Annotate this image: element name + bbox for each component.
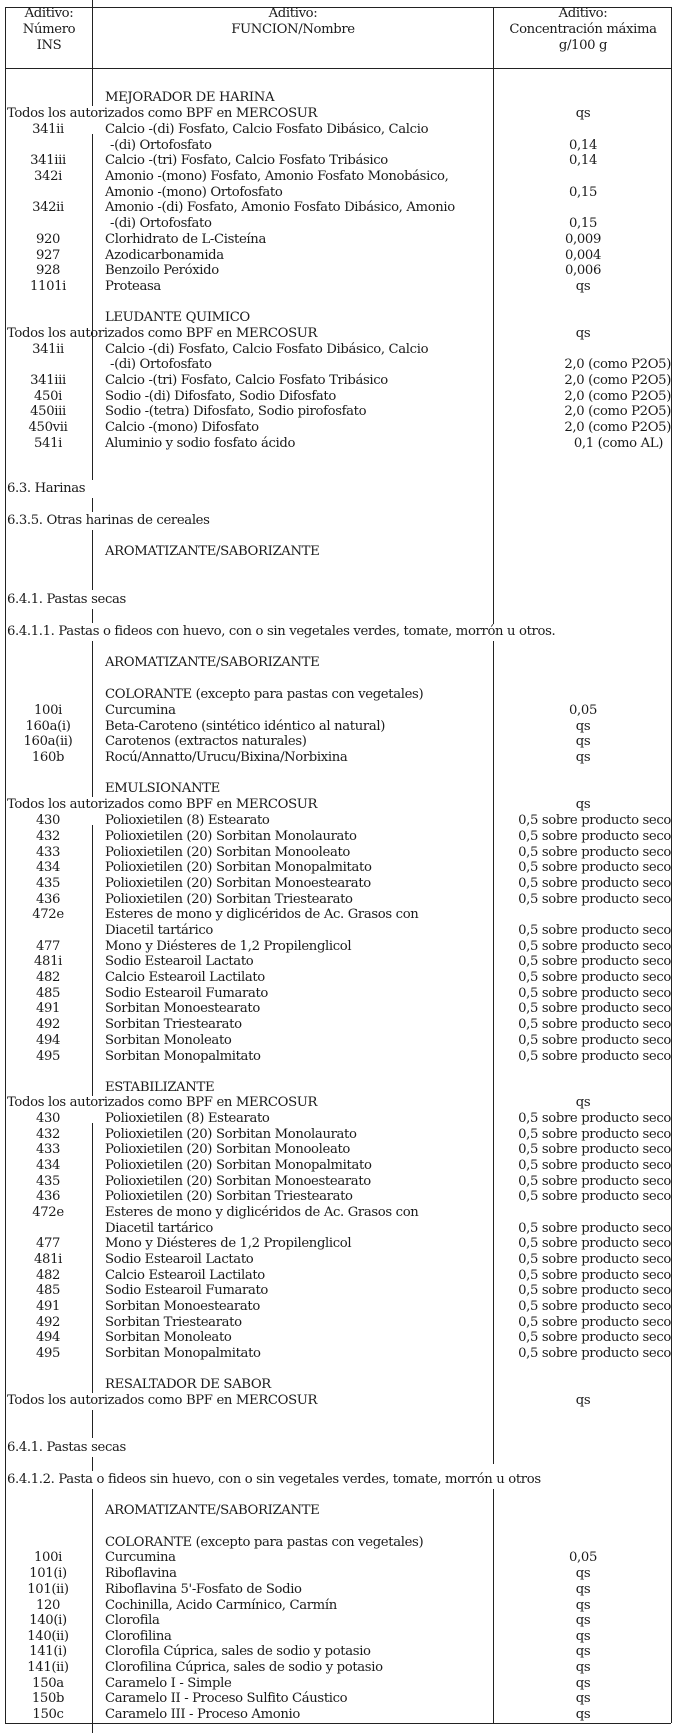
header-col-function-line2: FUNCION/Nombre [231,22,355,37]
additive-name: Esteres de mono y diglicéridos de Ac. Grasos con [105,907,419,922]
max-concentration: 0,05 [569,1550,597,1565]
section-title: 6.3. Harinas [7,481,86,496]
ins-number: 477 [35,939,61,954]
ins-number: 433 [35,845,61,860]
ins-number: 485 [35,1283,61,1298]
ins-number: 430 [35,1111,61,1126]
additive-name: Sorbitan Monoestearato [105,1001,260,1016]
ins-number: 541i [34,436,62,451]
additive-name: Polioxietilen (20) Sorbitan Monoestearato [105,1174,371,1189]
max-concentration: qs [575,279,591,294]
function-title: AROMATIZANTE/SABORIZANTE [105,544,320,559]
max-concentration: 2,0 (como P2O5) [564,373,671,388]
max-concentration: 0,5 sobre producto seco [518,923,671,938]
max-concentration: qs [575,1598,591,1613]
additive-name: -(di) Ortofosfato [110,216,212,231]
max-concentration: 0,5 sobre producto seco [518,860,671,875]
column-rule [671,7,672,1723]
max-concentration: qs [575,734,591,749]
ins-number: 341ii [32,342,64,357]
max-concentration: 0,5 sobre producto seco [518,1189,671,1204]
ins-number: 150a [32,1676,64,1691]
max-concentration: qs [575,1629,591,1644]
additive-name: Polioxietilen (20) Sorbitan Monolaurato [105,1127,357,1142]
max-concentration: 0,5 sobre producto seco [518,1252,671,1267]
additive-name: Polioxietilen (20) Sorbitan Monooleato [105,845,351,860]
column-rule [92,498,93,512]
ins-number: 432 [35,829,61,844]
ins-number: 141(ii) [27,1660,69,1675]
additive-name: Diacetil tartárico [105,1221,213,1236]
all-authorized-label: Todos los autorizados como BPF en MERCOSUR [7,797,318,812]
max-concentration: qs [575,797,591,812]
max-concentration: 0,5 sobre producto seco [518,1299,671,1314]
max-concentration: 0,006 [564,263,601,278]
additive-name: Calcio -(di) Fosfato, Calcio Fosfato Dibásico, Calcio [105,342,429,357]
max-concentration: 0,5 sobre producto seco [518,970,671,985]
all-authorized-label: Todos los autorizados como BPF en MERCOSUR [7,1095,318,1110]
max-concentration: 0,5 sobre producto seco [518,1127,671,1142]
ins-number: 433 [35,1142,61,1157]
additive-name: Calcio -(tri) Fosfato, Calcio Fosfato Tribásico [105,153,388,168]
ins-number: 341ii [32,122,64,137]
max-concentration: qs [575,719,591,734]
max-concentration: 0,5 sobre producto seco [518,1236,671,1251]
function-title: COLORANTE (excepto para pastas con vegetales) [105,1535,424,1550]
ins-number: 491 [35,1001,61,1016]
function-title: LEUDANTE QUIMICO [105,310,250,325]
additive-name: Polioxietilen (20) Sorbitan Triestearato [105,892,353,907]
function-title: MEJORADOR DE HARINA [105,90,275,105]
ins-number: 341iii [30,153,66,168]
max-concentration: qs [575,1613,591,1628]
max-concentration: qs [575,1676,591,1691]
additive-name: Amonio -(mono) Fosfato, Amonio Fosfato Monobásico, [105,169,449,184]
all-authorized-label: Todos los autorizados como BPF en MERCOSUR [7,1393,318,1408]
column-rule [493,1489,494,1723]
additive-name: Riboflavina [105,1566,177,1581]
max-concentration: qs [575,1393,591,1408]
ins-number: 495 [35,1049,61,1064]
ins-number: 436 [35,1189,61,1204]
function-title: RESALTADOR DE SABOR [105,1377,271,1392]
additive-name: Sorbitan Monopalmitato [105,1346,261,1361]
additive-name: Diacetil tartárico [105,923,213,938]
max-concentration: qs [575,326,591,341]
max-concentration: 0,5 sobre producto seco [518,954,671,969]
max-concentration: 0,5 sobre producto seco [518,1111,671,1126]
max-concentration: 0,5 sobre producto seco [518,845,671,860]
additive-name: Esteres de mono y diglicéridos de Ac. Grasos con [105,1205,419,1220]
additive-name: Calcio Estearoil Lactilato [105,1268,265,1283]
ins-number: 1101i [29,279,67,294]
column-rule [92,609,93,623]
max-concentration: qs [575,1644,591,1659]
ins-number: 450iii [30,404,66,419]
additive-name: Clorofila [105,1613,160,1628]
max-concentration: 0,5 sobre producto seco [518,892,671,907]
ins-number: 140(ii) [27,1629,69,1644]
additive-name: Rocú/Annatto/Urucu/Bixina/Norbixina [105,750,348,765]
additive-name: Clorofilina [105,1629,172,1644]
additive-name: Polioxietilen (20) Sorbitan Triestearato [105,1189,353,1204]
ins-number: 481i [34,1252,62,1267]
additive-name: Clorhidrato de L-Cisteína [105,232,266,247]
max-concentration: 0,5 sobre producto seco [518,1158,671,1173]
max-concentration: 0,15 [569,185,597,200]
additive-name: Mono y Diésteres de 1,2 Propilenglicol [105,939,352,954]
max-concentration: 2,0 (como P2O5) [564,420,671,435]
max-concentration: 0,5 sobre producto seco [518,1142,671,1157]
max-concentration: 0,5 sobre producto seco [518,1315,671,1330]
additive-name: Sodio Estearoil Lactato [105,954,254,969]
additive-name: Clorofila Cúprica, sales de sodio y potasio [105,1644,371,1659]
column-rule [92,1410,93,1438]
ins-number: 472e [32,1205,64,1220]
max-concentration: 0,5 sobre producto seco [518,1174,671,1189]
additive-name: Amonio -(di) Fosfato, Amonio Fosfato Dibásico, Amonio [105,200,455,215]
additive-name: Sorbitan Monopalmitato [105,1049,261,1064]
additive-name: Clorofilina Cúprica, sales de sodio y potasio [105,1660,383,1675]
header-col-concentration-line3: g/100 g [558,38,608,53]
ins-number: 492 [35,1017,61,1032]
additive-name: Sorbitan Monoleato [105,1330,232,1345]
function-title: EMULSIONANTE [105,781,220,796]
ins-number: 101(i) [29,1566,67,1581]
all-authorized-label: Todos los autorizados como BPF en MERCOSUR [7,326,318,341]
ins-number: 101(ii) [27,1582,69,1597]
max-concentration: 0,5 sobre producto seco [518,829,671,844]
max-concentration: 0,5 sobre producto seco [518,1346,671,1361]
additive-name: Caramelo I - Simple [105,1676,232,1691]
column-rule [493,641,494,1464]
max-concentration: 0,14 [569,138,597,153]
ins-number: 495 [35,1346,61,1361]
ins-number: 150c [32,1707,64,1722]
max-concentration: qs [575,750,591,765]
ins-number: 494 [35,1330,61,1345]
ins-number: 434 [35,860,61,875]
additive-name: Aluminio y sodio fosfato ácido [105,436,296,451]
max-concentration: 0,14 [569,153,597,168]
header-col-concentration-line1: Aditivo: [558,6,608,21]
ins-number: 481i [34,954,62,969]
section-title: 6.4.1. Pastas secas [7,1440,126,1455]
additive-name: Sodio Estearoil Fumarato [105,986,269,1001]
additive-name: Polioxietilen (20) Sorbitan Monoestearato [105,876,371,891]
additive-name: Proteasa [105,279,161,294]
column-rule [92,1123,93,1393]
additive-name: Sorbitan Triestearato [105,1315,242,1330]
max-concentration: 0,5 sobre producto seco [518,939,671,954]
additive-name: Sodio Estearoil Lactato [105,1252,254,1267]
max-concentration: 0,009 [564,232,601,247]
additive-name: Curcumina [105,1550,176,1565]
ins-number: 342ii [32,200,64,215]
ins-number: 160a(i) [25,719,71,734]
max-concentration: 2,0 (como P2O5) [564,404,671,419]
ins-number: 120 [35,1598,61,1613]
ins-number: 482 [35,970,61,985]
function-title: COLORANTE (excepto para pastas con vegetales) [105,687,424,702]
additive-name: Curcumina [105,703,176,718]
additive-name: Polioxietilen (20) Sorbitan Monooleato [105,1142,351,1157]
additive-name: Carotenos (extractos naturales) [105,734,307,749]
additive-name: Beta-Caroteno (sintético idéntico al natural) [105,719,385,734]
ins-number: 920 [35,232,61,247]
ins-number: 477 [35,1236,61,1251]
max-concentration: 0,5 sobre producto seco [518,813,671,828]
ins-number: 485 [35,986,61,1001]
header-col-function-line1: Aditivo: [268,6,318,21]
column-rule [92,1457,93,1471]
ins-number: 141(i) [29,1644,67,1659]
column-rule [92,825,93,1096]
max-concentration: 2,0 (como P2O5) [564,389,671,404]
ins-number: 450i [34,389,62,404]
additive-name: Amonio -(mono) Ortofosfato [105,185,283,200]
header-col-ins-line1: Aditivo: [24,6,74,21]
ins-number: 494 [35,1033,61,1048]
ins-number: 492 [35,1315,61,1330]
additive-name: -(di) Ortofosfato [110,357,212,372]
column-rule [493,7,494,624]
additive-name: Benzoilo Peróxido [105,263,219,278]
max-concentration: 0,5 sobre producto seco [518,986,671,1001]
ins-number: 140(i) [29,1613,67,1628]
additive-name: Calcio -(tri) Fosfato, Calcio Fosfato Tribásico [105,373,388,388]
max-concentration: 0,5 sobre producto seco [518,1283,671,1298]
ins-number: 927 [35,248,61,263]
ins-number: 491 [35,1299,61,1314]
max-concentration: qs [575,1095,591,1110]
additive-name: Azodicarbonamida [105,248,224,263]
additive-name: Calcio Estearoil Lactilato [105,970,265,985]
additive-name: Mono y Diésteres de 1,2 Propilenglicol [105,1236,352,1251]
ins-number: 160a(ii) [23,734,73,749]
ins-number: 472e [32,907,64,922]
max-concentration: 0,5 sobre producto seco [518,1221,671,1236]
horizontal-rule [5,1723,671,1724]
ins-number: 482 [35,1268,61,1283]
additive-name: Sorbitan Triestearato [105,1017,242,1032]
section-title: 6.4.1.2. Pasta o fideos sin huevo, con o sin vegetales verdes, tomate, morrón u otros [7,1472,541,1487]
max-concentration: 0,5 sobre producto seco [518,1330,671,1345]
additive-name: Riboflavina 5'-Fosfato de Sodio [105,1582,302,1597]
ins-number: 160b [31,750,65,765]
ins-number: 928 [35,263,61,278]
ins-number: 435 [35,876,61,891]
column-rule [92,530,93,590]
max-concentration: 0,1 (como AL) [573,436,663,451]
ins-number: 100i [34,703,62,718]
additive-name: Polioxietilen (8) Estearato [105,1111,270,1126]
max-concentration: 0,05 [569,703,597,718]
max-concentration: 2,0 (como P2O5) [564,357,671,372]
additive-name: Sodio Estearoil Fumarato [105,1283,269,1298]
ins-number: 341iii [30,373,66,388]
column-rule [92,354,93,480]
column-rule [92,1489,93,1733]
ins-number: 432 [35,1127,61,1142]
ins-number: 100i [34,1550,62,1565]
function-title: ESTABILIZANTE [105,1080,215,1095]
header-col-concentration-line2: Concentración máxima [509,22,657,37]
horizontal-rule [5,68,671,69]
additive-name: Sorbitan Monoleato [105,1033,232,1048]
additive-name: Polioxietilen (20) Sorbitan Monopalmitato [105,860,372,875]
max-concentration: 0,004 [564,248,601,263]
header-col-ins-line3: INS [36,38,62,53]
max-concentration: 0,15 [569,216,597,231]
column-rule [92,641,93,797]
max-concentration: qs [575,1582,591,1597]
max-concentration: qs [575,1707,591,1722]
all-authorized-label: Todos los autorizados como BPF en MERCOSUR [7,106,318,121]
ins-number: 434 [35,1158,61,1173]
ins-number: 436 [35,892,61,907]
additive-name: Caramelo III - Proceso Amonio [105,1707,300,1722]
additive-name: -(di) Ortofosfato [110,138,212,153]
section-title: 6.3.5. Otras harinas de cereales [7,513,210,528]
max-concentration: 0,5 sobre producto seco [518,1268,671,1283]
max-concentration: 0,5 sobre producto seco [518,876,671,891]
additive-name: Polioxietilen (8) Estearato [105,813,270,828]
ins-number: 150b [31,1691,65,1706]
section-title: 6.4.1. Pastas secas [7,592,126,607]
ins-number: 435 [35,1174,61,1189]
header-col-ins-line2: Número [22,22,76,37]
max-concentration: 0,5 sobre producto seco [518,1049,671,1064]
additive-name: Polioxietilen (20) Sorbitan Monopalmitato [105,1158,372,1173]
additive-name: Cochinilla, Acido Carmínico, Carmín [105,1598,337,1613]
max-concentration: qs [575,1691,591,1706]
section-title: 6.4.1.1. Pastas o fideos con huevo, con o sin vegetales verdes, tomate, morrón u otros. [7,624,556,639]
additive-name: Sorbitan Monoestearato [105,1299,260,1314]
function-title: AROMATIZANTE/SABORIZANTE [105,655,320,670]
max-concentration: 0,5 sobre producto seco [518,1001,671,1016]
max-concentration: qs [575,106,591,121]
additive-name: Sodio -(di) Difosfato, Sodio Difosfato [105,389,336,404]
additive-name: Polioxietilen (20) Sorbitan Monolaurato [105,829,357,844]
function-title: AROMATIZANTE/SABORIZANTE [105,1503,320,1518]
ins-number: 450vii [28,420,68,435]
max-concentration: 0,5 sobre producto seco [518,1017,671,1032]
ins-number: 430 [35,813,61,828]
ins-number: 342i [34,169,62,184]
additive-name: Calcio -(mono) Difosfato [105,420,259,435]
max-concentration: qs [575,1566,591,1581]
max-concentration: qs [575,1660,591,1675]
additive-name: Sodio -(tetra) Difosfato, Sodio pirofosfato [105,404,367,419]
max-concentration: 0,5 sobre producto seco [518,1033,671,1048]
additive-name: Calcio -(di) Fosfato, Calcio Fosfato Dibásico, Calcio [105,122,429,137]
additive-name: Caramelo II - Proceso Sulfito Cáustico [105,1691,348,1706]
